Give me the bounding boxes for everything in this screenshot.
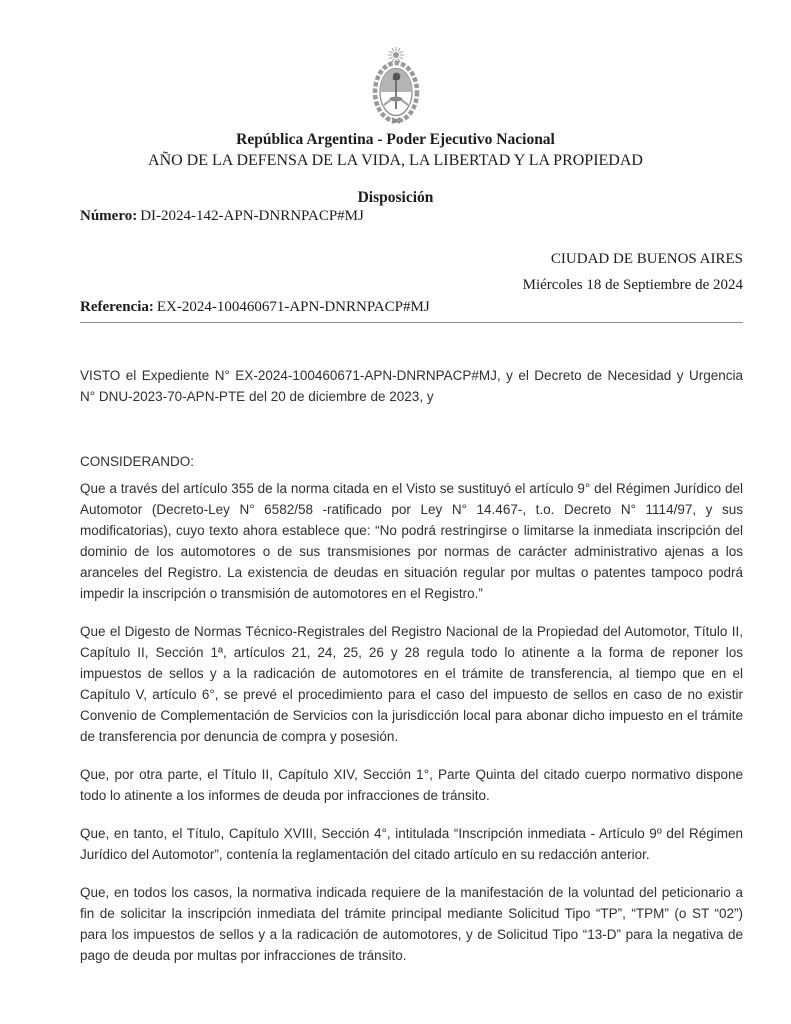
body-paragraph: Que, en todos los casos, la normativa indicada requiere de la manifestación de la voluntad del peticionario a fin de solicitar la inscripción inmediata del trámite principal mediante Solicitud Tipo “TP”, “TPM” (o ST “02”) para los impuestos de sellos y a la radicación de automotores, y de Solicitud Tipo “13-D” para la negativa de pago de deuda por multas por infracciones de tránsito.: [80, 885, 743, 963]
document-meta: [80, 207, 743, 323]
body-paragraph: Que, por otra parte, el Título II, Capítulo XIV, Sección 1°, Parte Quinta del citado cuerpo normativo dispone todo lo atinente a los informes de deuda por infracciones de tránsito.: [80, 767, 743, 803]
body-paragraph: Que el Digesto de Normas Técnico-Registrales del Registro Nacional de la Propiedad del Automotor, Título II, Capítulo II, Sección 1ª, artículos 21, 24, 25, 26 y 28 regula todo lo atinente a la forma de reponer los impuestos de sellos y a la radicación de automotores en el trámite de transferencia, al tiempo que en el Capítulo V, artículo 6°, se prevé el procedimiento para el caso del impuesto de sellos en caso de no existir Convenio de Complementación de Servicios con la jurisdicción local para abonar dicho impuesto en el trámite de transferencia por denuncia de compra y posesión.: [80, 624, 743, 744]
document-type-title: Disposición: [357, 189, 434, 206]
numero-row: [80, 207, 743, 226]
city-line: CIUDAD DE BUENOS AIRES: [550, 251, 743, 267]
referencia-row: [80, 298, 743, 317]
document-body: [80, 365, 743, 966]
numero-label: Número:: [80, 208, 138, 224]
body-paragraph: Que a través del artículo 355 de la norma citada en el Visto se sustituyó el artículo 9° del Régimen Jurídico del Automotor (Decreto-Ley N° 6582/58 -ratificado por Ley N° 14.467-, t.o. Decreto N° 1114/97, y sus modificatorias), cuyo texto ahora establece que: “No podrá restringirse o limitarse la inmediata inscripción del dominio de los automotores o de sus transmisiones por normas de carácter administrativo ajenas a los aranceles del Registro. La existencia de deudas en situación regular por multas o patentes tampoco podrá impedir la inscripción o transmisión de automotores en el Registro.”: [80, 481, 743, 601]
referencia-label: Referencia:: [80, 299, 154, 315]
year-motto: AÑO DE LA DEFENSA DE LA VIDA, LA LIBERTAD Y LA PROPIEDAD: [148, 152, 643, 169]
visto-paragraph: VISTO el Expediente N° EX-2024-100460671-APN-DNRNPACP#MJ, y el Decreto de Necesidad y Urgencia N° DNU-2023-70-APN-PTE del 20 de diciembre de 2023, y: [80, 368, 743, 404]
org-title: República Argentina - Poder Ejecutivo Nacional: [236, 131, 555, 148]
considerando-heading: CONSIDERANDO:: [80, 454, 195, 469]
argentina-coat-of-arms-icon: [363, 47, 429, 127]
referencia-value: EX-2024-100460671-APN-DNRNPACP#MJ: [156, 299, 430, 315]
place-date-block: [80, 246, 743, 298]
date-line: Miércoles 18 de Septiembre de 2024: [522, 277, 743, 293]
body-paragraph: Que, en tanto, el Título, Capítulo XVIII, Sección 4°, intitulada “Inscripción inmediata - Artículo 9º del Régimen Jurídico del Automotor”, contenía la reglamentación del citado artículo en su redacción anterior.: [80, 826, 743, 862]
document-header: [0, 0, 791, 207]
header-divider: [80, 322, 743, 323]
numero-value: DI-2024-142-APN-DNRNPACP#MJ: [140, 208, 364, 224]
